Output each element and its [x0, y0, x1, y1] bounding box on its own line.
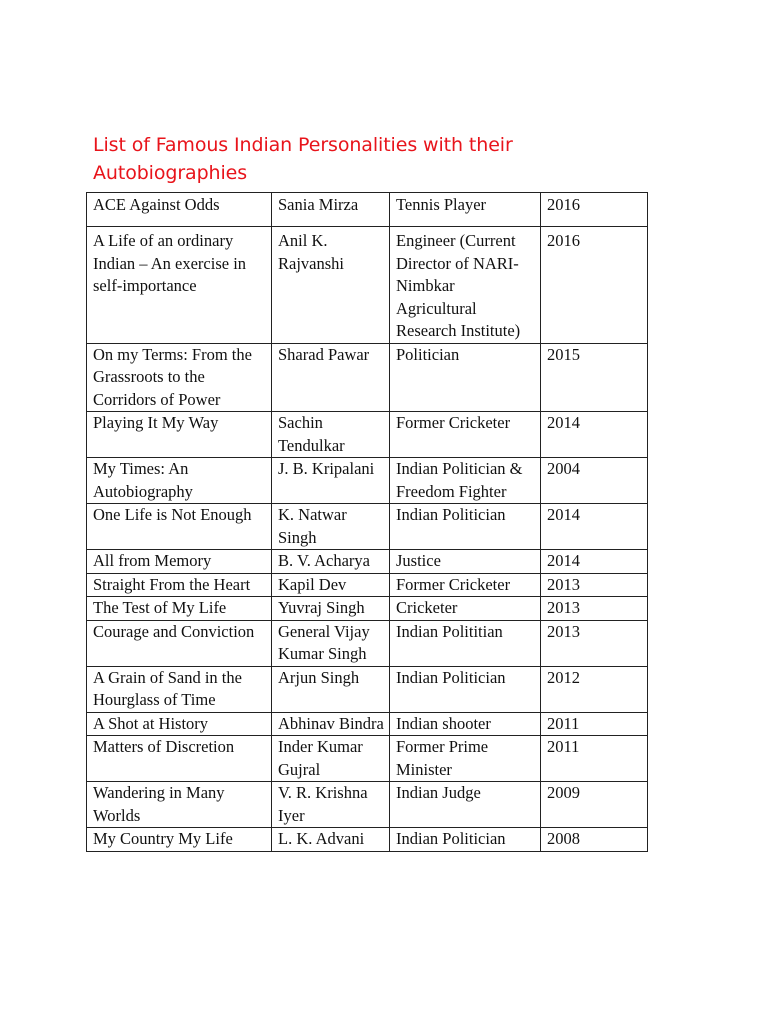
profession-cell: Former Cricketer — [390, 573, 541, 597]
author-cell: Yuvraj Singh — [272, 597, 390, 621]
table-row — [87, 343, 648, 412]
profession-cell: Indian Judge — [390, 782, 541, 828]
book-title-cell: Matters of Discretion — [87, 736, 272, 782]
book-title-cell: One Life is Not Enough — [87, 504, 272, 550]
table-row — [87, 573, 648, 597]
book-title-cell: A Shot at History — [87, 712, 272, 736]
book-title-cell: The Test of My Life — [87, 597, 272, 621]
book-title-cell: Wandering in Many Worlds — [87, 782, 272, 828]
table-row — [87, 828, 648, 852]
profession-cell: Former Cricketer — [390, 412, 541, 458]
year-cell: 2011 — [541, 736, 648, 782]
profession-cell: Indian Politician — [390, 504, 541, 550]
author-cell: K. Natwar Singh — [272, 504, 390, 550]
author-cell: J. B. Kripalani — [272, 458, 390, 504]
year-cell: 2008 — [541, 828, 648, 852]
profession-cell: Indian shooter — [390, 712, 541, 736]
year-cell: 2015 — [541, 343, 648, 412]
book-title-cell: Playing It My Way — [87, 412, 272, 458]
author-cell: B. V. Acharya — [272, 550, 390, 574]
author-cell: Sachin Tendulkar — [272, 412, 390, 458]
table-row — [87, 458, 648, 504]
autobiography-table — [86, 192, 648, 852]
author-cell: Anil K. Rajvanshi — [272, 227, 390, 344]
year-cell: 2009 — [541, 782, 648, 828]
profession-cell: Justice — [390, 550, 541, 574]
profession-cell: Indian Politician — [390, 666, 541, 712]
table-row — [87, 550, 648, 574]
book-title-cell: My Times: An Autobiography — [87, 458, 272, 504]
profession-cell: Indian Politician — [390, 828, 541, 852]
year-cell: 2012 — [541, 666, 648, 712]
year-cell: 2014 — [541, 550, 648, 574]
author-cell: V. R. Krishna Iyer — [272, 782, 390, 828]
author-cell: L. K. Advani — [272, 828, 390, 852]
profession-cell: Politician — [390, 343, 541, 412]
profession-cell: Engineer (Current Director of NARI-Nimbkar Agricultural Research Institute) — [390, 227, 541, 344]
table-row — [87, 227, 648, 344]
author-cell: Sharad Pawar — [272, 343, 390, 412]
profession-cell: Indian Polititian — [390, 620, 541, 666]
year-cell: 2016 — [541, 193, 648, 227]
table-row — [87, 620, 648, 666]
year-cell: 2016 — [541, 227, 648, 344]
year-cell: 2013 — [541, 573, 648, 597]
year-cell: 2013 — [541, 597, 648, 621]
book-title-cell: Straight From the Heart — [87, 573, 272, 597]
year-cell: 2011 — [541, 712, 648, 736]
table-row — [87, 666, 648, 712]
book-title-cell: All from Memory — [87, 550, 272, 574]
year-cell: 2013 — [541, 620, 648, 666]
book-title-cell: Courage and Conviction — [87, 620, 272, 666]
table-row — [87, 597, 648, 621]
author-cell: Inder Kumar Gujral — [272, 736, 390, 782]
profession-cell: Former Prime Minister — [390, 736, 541, 782]
book-title-cell: On my Terms: From the Grassroots to the Corridors of Power — [87, 343, 272, 412]
book-title-cell: My Country My Life — [87, 828, 272, 852]
table-row — [87, 412, 648, 458]
year-cell: 2014 — [541, 412, 648, 458]
profession-cell: Indian Politician & Freedom Fighter — [390, 458, 541, 504]
author-cell: Abhinav Bindra — [272, 712, 390, 736]
book-title-cell: A Grain of Sand in the Hourglass of Time — [87, 666, 272, 712]
table-row — [87, 712, 648, 736]
author-cell: Sania Mirza — [272, 193, 390, 227]
year-cell: 2014 — [541, 504, 648, 550]
document-title: List of Famous Indian Personalities with their Autobiographies — [93, 134, 513, 184]
year-cell: 2004 — [541, 458, 648, 504]
author-cell: Kapil Dev — [272, 573, 390, 597]
profession-cell: Tennis Player — [390, 193, 541, 227]
profession-cell: Cricketer — [390, 597, 541, 621]
table-row — [87, 504, 648, 550]
book-title-cell: A Life of an ordinary Indian – An exercise in self-importance — [87, 227, 272, 344]
book-title-cell: ACE Against Odds — [87, 193, 272, 227]
table-row — [87, 782, 648, 828]
author-cell: General Vijay Kumar Singh — [272, 620, 390, 666]
author-cell: Arjun Singh — [272, 666, 390, 712]
table-row — [87, 736, 648, 782]
table-row — [87, 193, 648, 227]
